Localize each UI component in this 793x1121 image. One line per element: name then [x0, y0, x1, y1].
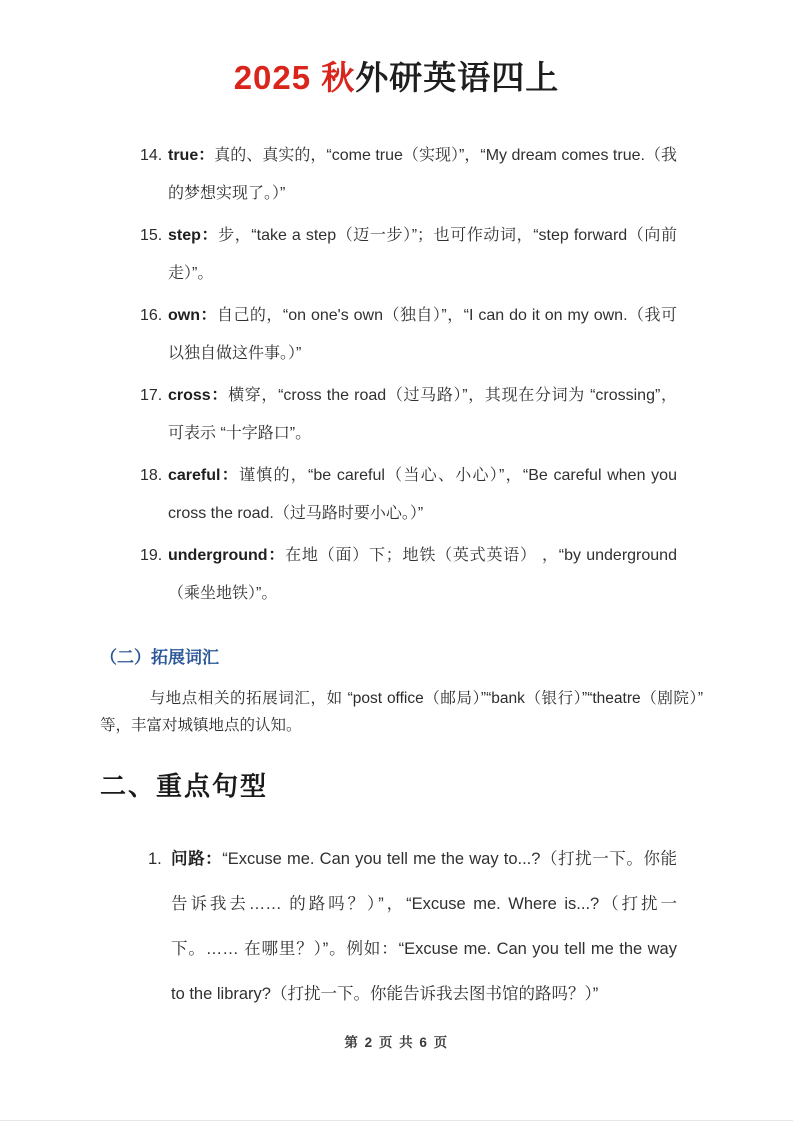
- subsection-heading-expansion-vocab: （二）拓展词汇: [100, 648, 219, 667]
- item-term: careful: [168, 467, 221, 484]
- vocabulary-list: [140, 137, 677, 613]
- list-item: [140, 377, 677, 453]
- list-item: [140, 217, 677, 293]
- item-number: 1.: [148, 850, 162, 868]
- item-term: underground: [168, 547, 268, 564]
- item-definition: 步，“take a step（迈一步）”；也可作动词，“step forward（向前走）”。: [168, 227, 677, 282]
- item-separator: ：: [200, 227, 219, 244]
- item-text: [168, 297, 677, 373]
- item-text: [171, 837, 677, 1017]
- list-item: [140, 537, 677, 613]
- item-definition: 在地（面）下；地铁（英式英语） ，“by underground（乘坐地铁）”。: [168, 547, 677, 602]
- item-definition: 自己的，“on one's own（独自）”，“I can do it on my own.（我可以独自做这件事。）”: [168, 307, 677, 362]
- item-text: [168, 377, 677, 453]
- sentence-pattern-list: [148, 837, 677, 1017]
- item-text: [168, 457, 677, 533]
- expansion-paragraph: 与地点相关的拓展词汇，如 “post office（邮局）”“bank（银行）”“theatre（剧院）” 等，丰富对城镇地点的认知。: [100, 690, 703, 734]
- item-definition: 真的、真实的，“come true（实现）”，“My dream comes true.（我的梦想实现了。）”: [168, 147, 677, 202]
- item-term: 问路: [171, 850, 206, 868]
- item-separator: ：: [198, 147, 215, 164]
- item-term: own: [168, 307, 200, 324]
- item-text: [168, 137, 677, 213]
- item-separator: ：: [220, 467, 239, 484]
- page-title-rest: 外研英语四上: [355, 59, 560, 96]
- item-definition: 横穿，“cross the road（过马路）”，其现在分词为 “crossing”，可表示 “十字路口”。: [168, 387, 677, 442]
- item-separator: ：: [205, 850, 223, 868]
- page-number-footer: 第 2 页 共 6 页: [344, 1035, 449, 1050]
- item-term: cross: [168, 387, 211, 404]
- item-definition: “Excuse me. Can you tell me the way to...?（打扰一下。你能告诉我去…… 的路吗？）”，“Excuse me. Where is...?（打扰一下。…… 在哪里？）”。例如：“Excuse me. Can you tell me the way to the library?（打扰一下。你能告诉我去图书馆的路吗？）”: [171, 850, 678, 1003]
- item-separator: ：: [200, 307, 217, 324]
- item-number: 14.: [140, 147, 163, 164]
- item-text: [168, 217, 677, 293]
- item-separator: ：: [210, 387, 229, 404]
- page-title: [0, 52, 793, 99]
- item-separator: ：: [267, 547, 286, 564]
- item-number: 16.: [140, 307, 163, 324]
- list-item: [140, 137, 677, 213]
- item-number: 15.: [140, 227, 163, 244]
- page-title-highlight: 2025 秋: [233, 59, 356, 96]
- item-number: 17.: [140, 387, 163, 404]
- item-number: 18.: [140, 467, 163, 484]
- list-item: [140, 297, 677, 373]
- item-definition: 谨慎的，“be careful（当心、小心）”，“Be careful when you cross the road.（过马路时要小心。）”: [168, 467, 677, 522]
- item-text: [168, 537, 677, 613]
- item-term: step: [168, 227, 201, 244]
- section-heading-key-sentences: 二、重点句型: [100, 771, 269, 801]
- item-number: 19.: [140, 547, 163, 564]
- list-item: [148, 837, 677, 1017]
- item-term: true: [168, 147, 199, 164]
- list-item: [140, 457, 677, 533]
